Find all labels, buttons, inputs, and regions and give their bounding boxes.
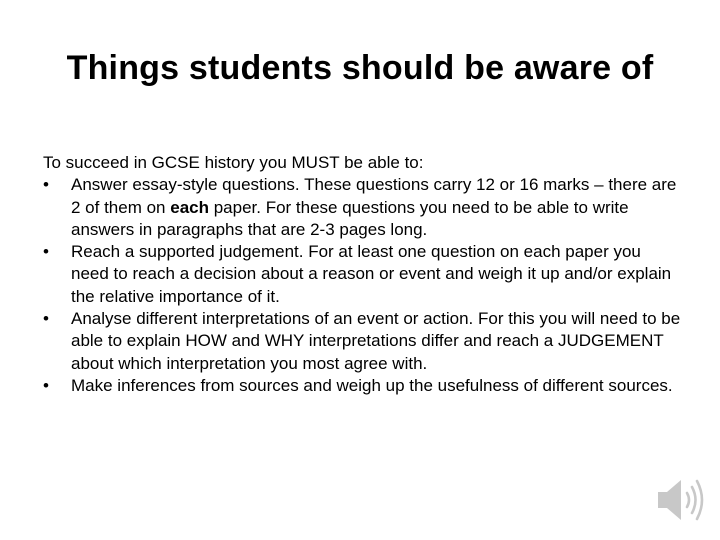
bullet-item-interpretations <box>43 308 683 375</box>
speaker-icon[interactable] <box>654 474 710 526</box>
bullet-item-sources <box>43 375 683 397</box>
bullet-text: Analyse different interpretations of an event or action. For this you will need to be able to explain HOW and WHY interpretations differ and reach a JUDGEMENT about which interpretation you most agree with. <box>71 309 681 373</box>
bullet-mark: • <box>43 242 49 262</box>
intro-text: To succeed in GCSE history you MUST be able to: <box>43 153 424 172</box>
slide-title: Things students should be aware of <box>66 49 654 87</box>
bullet-mark: • <box>43 375 49 395</box>
bullet-text: Make inferences from sources and weigh up the usefulness of different sources. <box>71 375 673 395</box>
slide-body <box>43 152 683 397</box>
bullet-item-judgement <box>43 241 683 308</box>
bullet-mark: • <box>43 309 49 329</box>
bullet-text-part: paper. For these questions you need to be able to write answers in paragraphs that are 2-3 pages long. <box>71 197 629 239</box>
bullet-text: Reach a supported judgement. For at least one question on each paper you need to reach a decision about a reason or event and weigh it up and/or explain the relative importance of it. <box>71 242 672 306</box>
bullet-list <box>43 174 683 397</box>
bullet-item-essay <box>43 174 683 241</box>
bullet-mark: • <box>43 175 49 195</box>
bullet-text-part: Answer essay-style questions. These questions carry 12 or 16 marks – there are 2 of them on <box>71 175 677 217</box>
bullet-emphasis: each <box>170 197 209 217</box>
